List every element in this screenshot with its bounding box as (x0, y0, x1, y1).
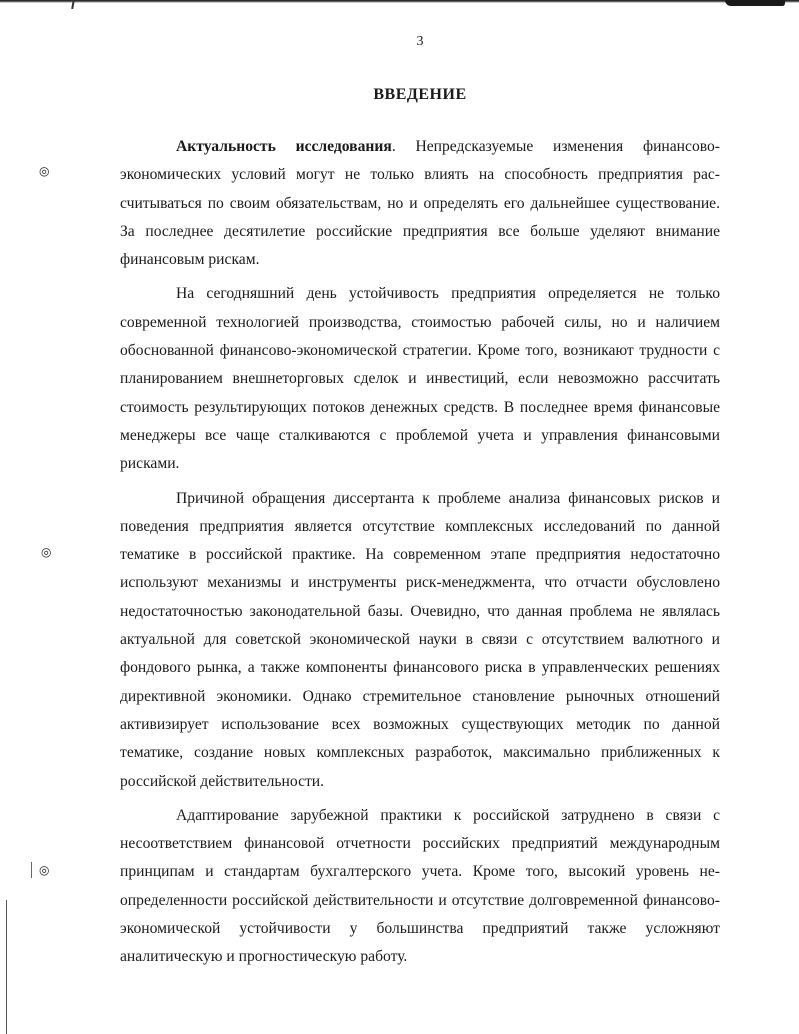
paragraph-motivation (120, 485, 720, 796)
scan-top-edge-smudge (725, 0, 785, 6)
binder-hole-icon: ◎ (39, 164, 50, 178)
paragraph-adaptation (120, 802, 720, 972)
paragraph-text: Адаптирование зарубежной практики к российской затруднено в связи с несоответствием финансовой отчетности российских предприятий международным принципам и стандартам бухгалтерского учета. Кроме того, высокий уровень неопределенности российской действительности и отсутствие долговременной финансово-экономической устойчивости у большинства предприятий также усложняют аналитическую и прогностическую работу. (120, 806, 720, 966)
paragraph-stability (120, 280, 720, 478)
paragraph-text: На сегодняшний день устойчивость предприятия определяется не только современной технологией производства, стоимостью рабочей силы, но и наличием обоснованной финансово-экономической стратегии. Кроме того, возникают трудности с планированием внешнеторговых сделок и инвестиций, если невозможно рассчитать стоимость результирующих потоков денежных средств. В последнее время финансовые менеджеры все чаще сталкиваются с проблемой учета и управления финансовыми рисками. (120, 285, 720, 473)
paragraph-relevance (120, 133, 720, 274)
scan-top-edge (0, 0, 799, 6)
scan-left-short-line (31, 862, 32, 878)
document-body (120, 133, 720, 978)
binder-hole-icon: ◎ (41, 545, 52, 559)
paragraph-lead-term: Актуальность исследования (176, 138, 392, 155)
page-number: 3 (416, 34, 424, 49)
page-heading: ВВЕДЕНИЕ (373, 86, 467, 103)
scan-left-border-line (6, 900, 7, 1034)
binder-hole-icon: ◎ (39, 863, 50, 877)
paragraph-text: Причиной обращения диссертанта к проблеме анализа финансовых рисков и поведения предприятия является отсутствие комплексных исследований по данной тематике в российской практике. На современном этапе предприятия недостаточно используют механизмы и инструменты риск-менеджмента, что отчасти обусловлено недостаточностью законодательной базы. Очевидно, что данная проблема не являлась актуальной для советской экономической науки в связи с отсутствием валютного и фондового рынка, а также компоненты финансового риска в управленческих решениях директивной экономики. Однако стремительное становление рыночных отношений активизирует использование всех возможных существующих методик по данной тематике, создание новых комплексных разработок, максимально приближенных к российской действительности. (120, 489, 720, 790)
paragraph-text: . Непредсказуемые изменения финансово-экономических условий могут не только влиять на способность предприятия рассчитываться по своим обязательствам, но и определять его дальнейшее существование. За последнее десятилетие российские предприятия все больше уделяют внимание финансовым рискам. (120, 138, 720, 269)
